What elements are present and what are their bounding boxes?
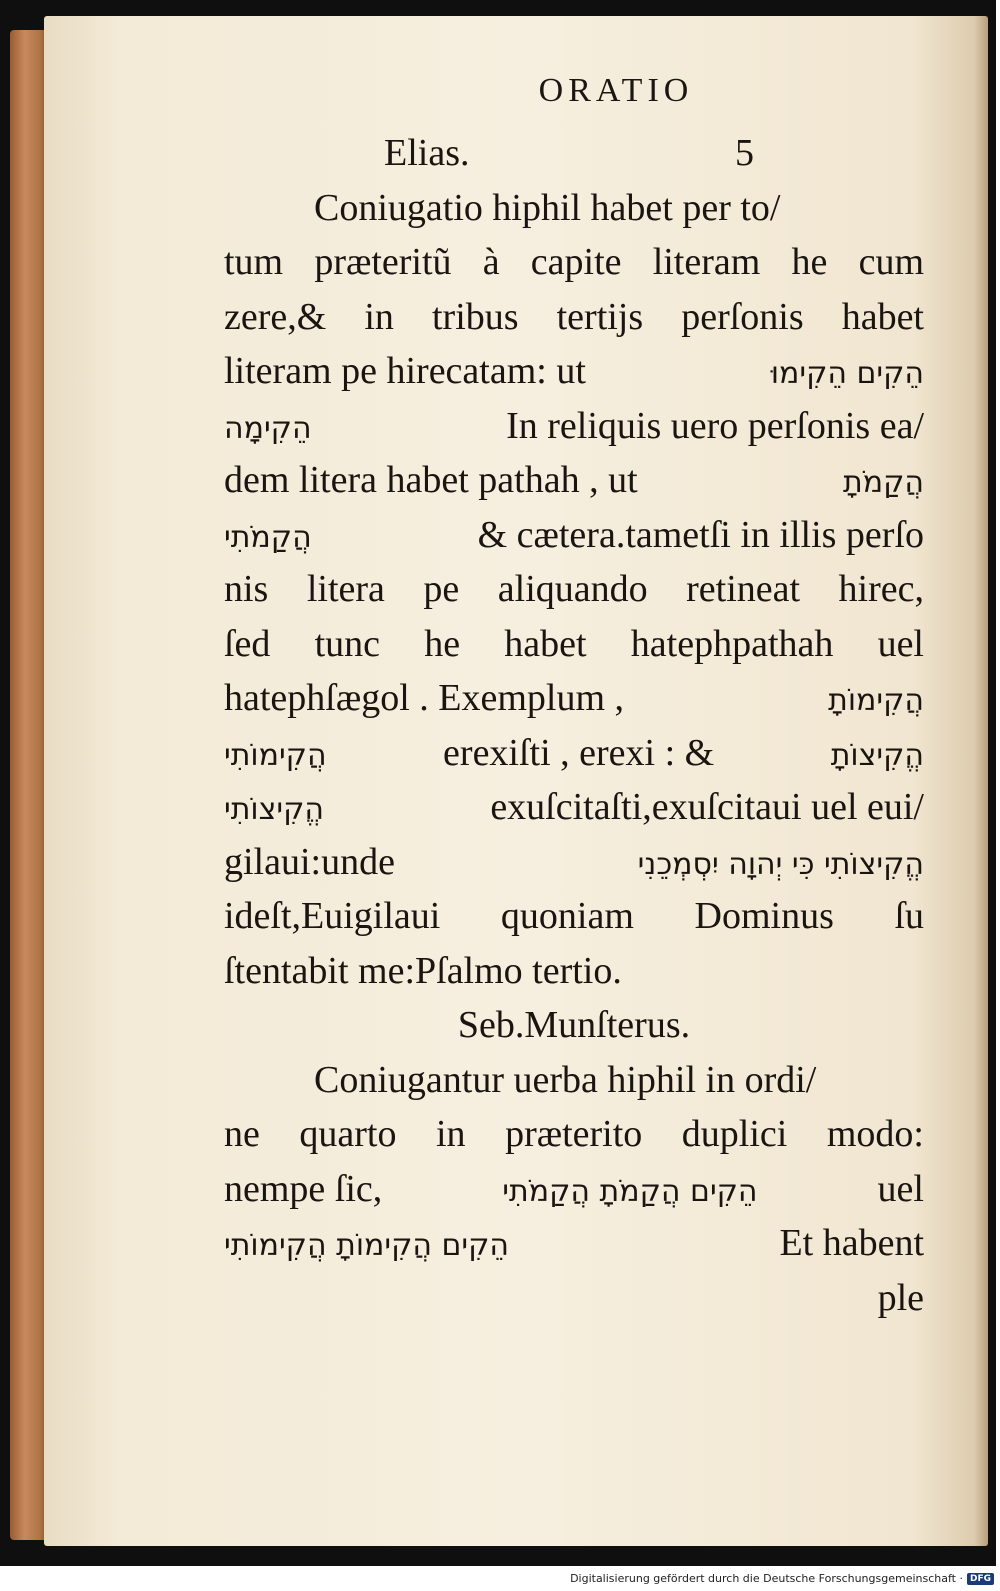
text-line: Coniugantur uerba hiphil in ordi/ xyxy=(314,1058,817,1101)
hebrew-text: הֲקִימוֹתָ xyxy=(828,683,924,718)
latin-text: In reliquis uero perſonis ea/ xyxy=(506,404,924,447)
hebrew-text: הֱקִיצוֹתִי xyxy=(224,792,324,827)
text-line: Coniugatio hiphil habet per to/ xyxy=(314,186,781,229)
text-line xyxy=(224,344,924,399)
text-line xyxy=(224,835,924,890)
section-heading: Seb.Munſterus. xyxy=(457,1004,691,1046)
text-line xyxy=(224,671,924,726)
hebrew-text: הֲקַמֹתִי xyxy=(224,519,312,555)
hebrew-text: הֵקִים הֲקִימוֹתָ הֲקִימוֹתִי xyxy=(224,1228,509,1263)
book-page xyxy=(44,16,988,1546)
latin-text: hatephſægol . Exemplum , xyxy=(224,677,625,719)
latin-text: gilaui:unde xyxy=(224,840,395,883)
hebrew-text: הֵקִים הֲקַמֹתָ הֲקַמֹתִי xyxy=(502,1173,758,1209)
latin-text: Et habent xyxy=(779,1222,924,1264)
footer-credit: Digitalisierung gefördert durch die Deutsche Forschungsgemeinschaft · xyxy=(570,1572,963,1585)
text-block xyxy=(224,126,924,1325)
page-edge-shadow xyxy=(974,16,988,1546)
footer-credit-bar xyxy=(0,1566,1000,1591)
latin-text: uel xyxy=(877,1167,924,1210)
text-line xyxy=(224,1162,924,1217)
catchword: ple xyxy=(877,1276,924,1319)
hebrew-text: הֲקִימוֹתִי xyxy=(224,737,327,773)
hebrew-text: הֵקִים הֵקִימוּ xyxy=(770,356,924,391)
dfg-logo: DFG xyxy=(967,1573,994,1585)
text-line: zere,& in tribus tertijs perſonis habet xyxy=(224,295,924,338)
hebrew-text: הֱקִיצוֹתִי כִּי יְהוָה יִסְמְכֵנִי xyxy=(637,846,924,882)
hebrew-text: הֱקִיצוֹתָ xyxy=(830,737,924,773)
latin-text: exuſcitaſti,exuſcitaui uel eui/ xyxy=(490,786,924,828)
text-line: nis litera pe aliquando retineat hirec, xyxy=(224,568,924,610)
text-line xyxy=(224,508,924,563)
text-line: ſed tunc he habet hatephpathah uel xyxy=(224,622,924,665)
hebrew-text: הֵקִימָה xyxy=(224,410,312,446)
text-line: ne quarto in præterito duplici modo: xyxy=(224,1113,924,1155)
latin-text: & cætera.tametſi in illis perſo xyxy=(477,513,924,556)
header-line xyxy=(224,126,924,181)
signature-mark: 5 xyxy=(735,132,754,174)
text-line: ideſt,Euigilaui quoniam Dominus ſu xyxy=(224,895,924,937)
text-line xyxy=(224,780,924,835)
latin-text: literam pe hirecatam: ut xyxy=(224,350,586,392)
text-line: ſtentabit me:Pſalmo tertio. xyxy=(224,949,622,992)
hebrew-text: הֲקַמֹתָ xyxy=(843,465,924,500)
text-line xyxy=(224,726,924,781)
latin-text: erexiſti , erexi : & xyxy=(443,731,715,774)
text-line xyxy=(224,453,924,508)
running-head: ORATIO xyxy=(538,72,694,109)
text-line xyxy=(224,1216,924,1271)
latin-text: nempe ſic, xyxy=(224,1167,383,1210)
latin-text: dem litera habet pathah , ut xyxy=(224,459,638,501)
text-line xyxy=(224,399,924,454)
page-label: Elias. xyxy=(384,132,470,174)
text-line: tum præteritũ à capite literam he cum xyxy=(224,241,924,283)
